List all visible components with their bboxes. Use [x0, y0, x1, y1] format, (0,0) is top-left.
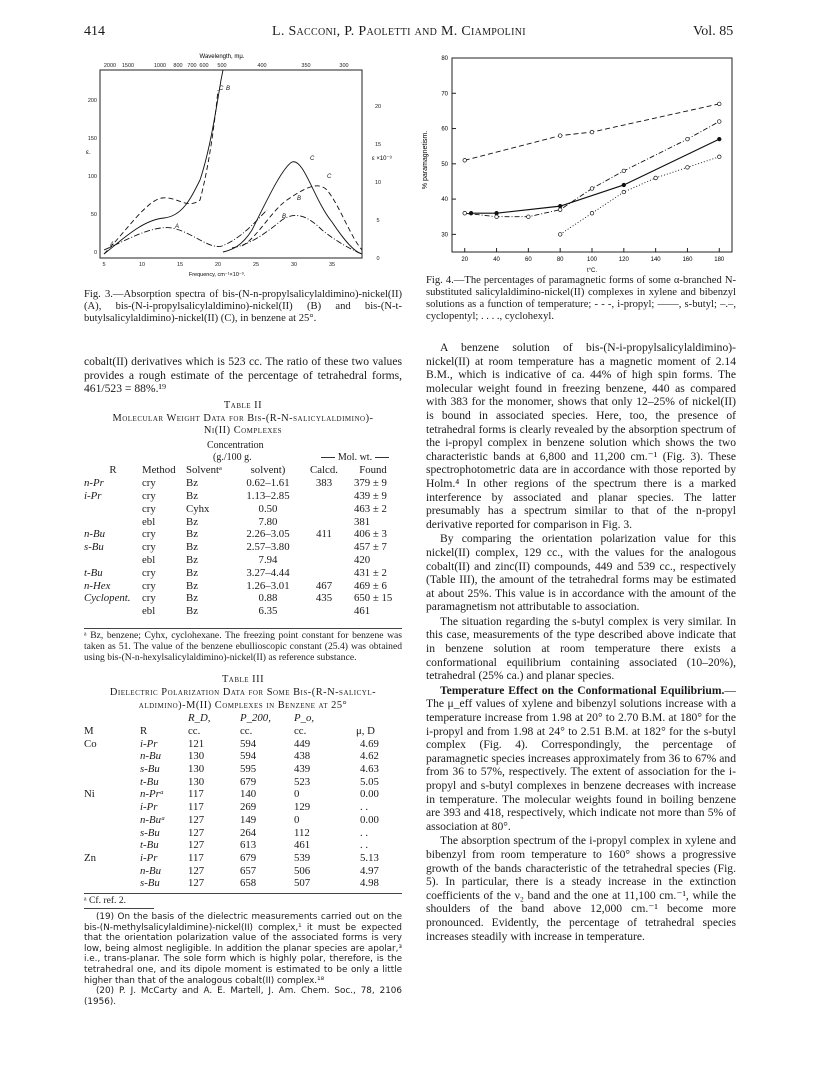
- table2-cell: 7.80: [258, 515, 278, 528]
- fig3-curve-b-right: [242, 186, 362, 250]
- table3-title-2: aldimino)-M(II) Complexes in Benzene at 25°: [138, 700, 348, 711]
- table3-row: [84, 814, 402, 827]
- table2-cell: n-Bu: [84, 528, 105, 541]
- table3-cell: 461: [294, 839, 311, 852]
- fig4-y-tick-label: 40: [441, 197, 448, 204]
- table2-cell: Bz: [186, 477, 198, 490]
- right-paragraph-4-body: —The μ_eff values of xylene and bibenzyl solutions increase with a temperature increase from 1.98 at 20° to 2.70 B.M. at 180° for the i-propyl and from 1.98 at 24° to 2.51 B.M. at 182° for the s-butyl complex (Fig. 4). Correspondingly, the percentage of paramagnetic species increases approximately from 36 to 67% and from 36 to 57%, respectively. The extent of association for the i-propyl and s-butyl complexes in benzene decreases with increase in temperature. The molecular weights found in boiling benzene are 393 and 418, respectively, which indicate not more than 5% of association at 80°.: [426, 683, 736, 833]
- table2-cell: 1.26–3.01: [246, 579, 290, 592]
- table3-cell: 121: [188, 737, 205, 750]
- table3-cell: Ni: [84, 788, 95, 801]
- table3-cell: 658: [240, 877, 257, 890]
- fig4-point-i-propyl: [558, 134, 562, 138]
- fig4-y-tick-label: 60: [441, 126, 448, 133]
- table3-cell: s-Bu: [140, 826, 160, 839]
- table3-cell: 127: [188, 826, 205, 839]
- table3-cell: 5.13: [360, 851, 379, 864]
- table3-cell: 149: [240, 813, 257, 826]
- table3-cell: 264: [240, 826, 257, 839]
- table3-row: [84, 839, 402, 852]
- table3-cell: 127: [188, 839, 205, 852]
- fig3-left-tick-label: 50: [90, 212, 97, 218]
- table2-cell: cry: [142, 579, 156, 592]
- table3-cell: 129: [294, 801, 311, 814]
- table2-cell: 2.26–3.05: [246, 528, 290, 541]
- table2-cell: Bz: [186, 515, 198, 528]
- table2-cell: Cyhx: [186, 502, 210, 515]
- table3-cell: n-Buᵃ: [140, 813, 166, 826]
- fig3-left-tick-label: 0: [93, 250, 97, 256]
- table2-cell: Bz: [186, 592, 198, 605]
- table2-cell: [304, 515, 344, 528]
- table3-cell: t-Bu: [140, 839, 159, 852]
- right-paragraph-2: By comparing the orientation polarization value for this nickel(II) complex, 129 cc., with the values for the analogous cobalt(II) and zinc(II) compounds, 449 and 539 cc., respectively (Table III), the amount of the tetrahedral forms may be estimated at about 25%. This value is in accordance with the amount of the paramagnetism not attributable to association.: [426, 532, 736, 614]
- fig4-y-tick-label: 50: [441, 161, 448, 168]
- table2-cell: [84, 515, 142, 528]
- fig3-absorption-spectra: [82, 50, 402, 288]
- table3-cell: 117: [188, 801, 204, 814]
- fig3-label-c2: C: [327, 174, 332, 180]
- fig4-point-cyclohexyl: [717, 155, 721, 159]
- fig4-y-tick-label: 70: [441, 91, 448, 98]
- table3-cell: t-Bu: [140, 775, 159, 788]
- table3-row: [84, 801, 402, 814]
- table3-footnote: ᵃ Cf. ref. 2.: [84, 893, 402, 906]
- fig4-x-tick-label: 100: [586, 257, 598, 263]
- table3-cell: 439: [294, 763, 311, 776]
- table3-row: [84, 864, 402, 877]
- fig3-left-tick-label: 200: [87, 98, 97, 104]
- footnote-rule: [84, 908, 154, 909]
- table2-cell: ebl: [142, 515, 156, 528]
- table2-cell: n-Pr: [84, 477, 104, 490]
- table3-cell: 112: [294, 826, 310, 839]
- right-paragraph-1: A benzene solution of bis-(N-i-propylsalicylaldimino)-nickel(II) at room temperature has a magnetic moment of 2.14 B.M., which is indicative of ca. 44% of high spin forms. The molecular weight found in freezing benzene, 440 as compared with 383 for the monomer, shows that only 12–25% of nickel(II) is bound in associated species. Here, too, the presence of tetrahedral forms is clearly revealed by the absorption spectrum of the i-propyl complex in benzene solution which shows the two characteristic bands at 6,800 and 11,200 cm.⁻¹ (Fig. 3). These spectrophotometric data are in accordance with those reported by Holm.⁴ In other regions of the spectrum there is a marked interference by associated and planar species. The latter presumably has a spectrum similar to that of the n-propyl derivative reported for comparison in Fig. 3.: [426, 341, 736, 531]
- table3-cell: 449: [294, 737, 311, 750]
- table3-cell: 0.00: [360, 813, 379, 826]
- left-paragraph: [84, 355, 402, 397]
- table3-cell: 130: [188, 763, 205, 776]
- table2-label: Table II: [223, 400, 263, 411]
- fig3-bottom-tick-label: 5: [102, 262, 106, 268]
- fig4-point-i-propyl: [463, 158, 467, 162]
- fig4-plot-frame: [452, 58, 732, 252]
- table3-row: [84, 737, 402, 750]
- table2-title-1: Molecular Weight Data for Bis-(R-N-salicylaldimino)-: [112, 413, 374, 424]
- fig4-point-cyclopentyl: [717, 120, 721, 124]
- table2-cell: 0.62–1.61: [246, 477, 290, 490]
- table3-cell: 679: [240, 851, 257, 864]
- table3-cell: 506: [294, 864, 311, 877]
- table3-cell: s-Bu: [140, 763, 160, 776]
- fig3-label-a: A: [175, 224, 180, 230]
- table3-cell: 507: [294, 877, 311, 890]
- right-paragraph-3: The situation regarding the s-butyl complex is very similar. In this case, measurements of the type described above indicate that in benzene solution at room temperature there exists a conformational equilibrium containing associated (10–20%), tetrahedral (25% ca.) and planar species.: [426, 614, 736, 683]
- fig3-right-tick-label: 0: [376, 256, 380, 262]
- table3-cell: [84, 763, 124, 776]
- fig4-point-cyclohexyl: [590, 211, 594, 215]
- table3-cell: 523: [294, 775, 311, 788]
- fig4-y-tick-label: 80: [441, 56, 448, 62]
- table2-cell: cry: [142, 592, 156, 605]
- fig4-x-tick-label: 60: [525, 257, 532, 263]
- table3-cell: n-Bu: [140, 864, 161, 877]
- table2-row: [84, 605, 402, 618]
- table3-row: [84, 788, 402, 801]
- table2-cell: 3.27–4.44: [246, 566, 290, 579]
- fig3-bottom-tick-label: 20: [214, 262, 222, 268]
- table3-cell: [84, 864, 124, 877]
- table3-cell: [84, 877, 124, 890]
- right-column-text: [426, 341, 736, 944]
- table2: [84, 464, 402, 618]
- fig3-plot-frame: [100, 70, 362, 258]
- fig3-bottom-tick-label: 10: [138, 262, 146, 268]
- fig4-point-i-propyl: [590, 130, 594, 134]
- table3-cell: 539: [294, 851, 311, 864]
- table2-cell: 0.88: [258, 592, 278, 605]
- table2-molwt-header: Mol. wt.: [310, 452, 400, 463]
- table2-cell: 650 ± 15: [354, 592, 393, 605]
- table2-cell: 6.35: [258, 605, 278, 618]
- table3-cell: 0: [294, 813, 300, 826]
- fig4-ylabel: % paramagnetism.: [422, 130, 429, 190]
- table2-cell: 411: [316, 528, 332, 541]
- table3-cell: 4.98: [360, 877, 379, 890]
- table2-cell: 463 ± 2: [354, 502, 387, 515]
- fig4-series-s-butyl: [471, 139, 719, 213]
- fig3-top-tick-label: 400: [257, 63, 267, 69]
- table2-cell: [304, 554, 344, 567]
- table3-cell: 127: [188, 877, 205, 890]
- table2-cell: Cyclopent.: [84, 592, 131, 605]
- table2-cell: t-Bu: [84, 566, 103, 579]
- fig3-curve-b-dashed: [104, 90, 218, 254]
- section-heading: Temperature Effect on the Conformational Equilibrium.: [440, 683, 725, 697]
- table3-cell: 4.62: [360, 750, 379, 763]
- fig4-x-tick-label: 120: [618, 257, 629, 263]
- fig3-right-tick-label: 5: [376, 218, 380, 224]
- fig4-point-cyclopentyl: [622, 169, 626, 173]
- fig4-caption: Fig. 4.—The percentages of paramagnetic forms of some α-branched N-substituted salicylaldimino-nickel(II) complexes in xylene and bibenzyl solutions as a function of temperature; - - -, i-propyl; ——, s-butyl; –.–, cyclopentyl; . . . ., cyclohexyl.: [426, 275, 736, 322]
- footnotes: [84, 912, 402, 1007]
- table3-cell: 0.00: [360, 788, 379, 801]
- table2-cell: Bz: [186, 541, 198, 554]
- table3-cell: 594: [240, 750, 257, 763]
- table2-cell: cry: [142, 528, 156, 541]
- table2-cell: [304, 605, 344, 618]
- table2-cell: 435: [315, 592, 333, 605]
- fig4-point-cyclopentyl: [527, 215, 531, 219]
- table2-cell: Bz: [186, 489, 198, 502]
- fig4-point-cyclohexyl: [686, 166, 690, 170]
- table2-cell: 467: [315, 579, 333, 592]
- table3-cell: 117: [188, 851, 204, 864]
- table3-cell: n-Prᵃ: [140, 788, 165, 801]
- fig4-x-tick-label: 40: [493, 257, 500, 263]
- fig3-top-tick-label: 300: [339, 63, 349, 69]
- table3-title-1: Dielectric Polarization Data for Some Bis-(R-N-salicyl-: [109, 687, 377, 698]
- fig3-right-tick-label: 15: [374, 142, 382, 148]
- table3-cell: 613: [240, 839, 257, 852]
- table3-cell: 130: [188, 750, 205, 763]
- fig3-bottom-tick-label: 30: [290, 262, 298, 268]
- running-authors: L. Sacconi, P. Paoletti and M. Ciampolini: [272, 24, 526, 39]
- table2-cell: cry: [142, 477, 156, 490]
- table3-cell: 117: [188, 788, 204, 801]
- table2-cell: 431 ± 2: [354, 566, 387, 579]
- table2-row: [84, 477, 402, 490]
- table2-cell: [84, 502, 142, 515]
- fig4-point-s-butyl: [622, 183, 626, 187]
- fig3-left-tick-label: 150: [87, 136, 97, 142]
- fig4-point-cyclopentyl: [686, 137, 690, 141]
- table2-cell: 2.57–3.80: [246, 541, 290, 554]
- fig4-point-s-butyl: [558, 204, 562, 208]
- footnote-19: (19) On the basis of the dielectric measurements carried out on the bis-(N-methylsalicylaldimine)-nickel(II) complex,¹ it must be expected that the orientation polarization value of the associated forms is very low, being almost negligible. In addition the planar species are apolar,³ i.e., trans-planar. The sole form which is highly polar, therefore, is the tetrahedral one, and its dipole moment is estimated to be only a little higher than that of the analogous cobalt(II) complex.¹⁸: [84, 912, 402, 986]
- fig3-caption: Fig. 3.—Absorption spectra of bis-(N-n-propylsalicylaldimino)-nickel(II) (A), bis-(N-i-propylsalicylaldimino)-nickel(II) (B) and bis-(N-t-butylsalicylaldimino)-nickel(II) (C), in benzene at 25°.: [84, 289, 402, 324]
- table2-cell: Bz: [186, 605, 198, 618]
- table3-header-top-row: R_D, P_200, P_o,: [188, 712, 315, 725]
- fig4-x-tick-label: 20: [461, 257, 469, 263]
- table3-cell: . .: [360, 801, 369, 814]
- table3-cell: . .: [360, 839, 369, 852]
- table2-cell: Bz: [186, 528, 198, 541]
- table2-cell: Bz: [186, 566, 198, 579]
- fig4-x-tick-label: 140: [650, 257, 661, 263]
- table2-cell: 383: [315, 477, 333, 490]
- fig4-paramagnetism-chart: [418, 50, 738, 275]
- fig3-bottom-tick-label: 35: [328, 262, 336, 268]
- table3-cell: 130: [188, 775, 205, 788]
- table2-cell: Bz: [186, 553, 198, 566]
- fig3-label-c: C: [219, 86, 224, 92]
- fig3-top-tick-label: 2000: [103, 63, 117, 69]
- table3-cell: 269: [240, 801, 257, 814]
- fig4-xlabel: t°C.: [586, 268, 598, 274]
- fig3-top-tick-label: 350: [301, 63, 311, 69]
- fig3-top-tick-label: 600: [199, 63, 209, 69]
- table2-cell: cry: [142, 489, 156, 502]
- table2-header-row: R Method Solventᵃ solvent) Calcd. Found: [109, 464, 387, 477]
- table2-row: [84, 554, 402, 567]
- table3-label: Table III: [221, 674, 265, 685]
- table2-cell: [84, 605, 142, 618]
- table2-row: [84, 579, 402, 592]
- fig4-point-cyclopentyl: [463, 211, 467, 215]
- table2-cell: 379 ± 9: [354, 477, 387, 490]
- fig4-point-cyclopentyl: [590, 187, 594, 191]
- table2-cell: i-Pr: [84, 489, 102, 502]
- table2-cell: s-Bu: [84, 541, 104, 554]
- table3-row: [84, 763, 402, 776]
- table2-cell: [304, 502, 344, 515]
- table3-cell: 4.69: [360, 737, 379, 750]
- table3-cell: 438: [294, 750, 311, 763]
- fig4-y-tick-label: 30: [441, 232, 448, 239]
- table3-cell: [84, 814, 124, 827]
- fig3-curve-a-right: [232, 215, 362, 254]
- table2-cell: 381: [354, 515, 371, 528]
- table2-cell: 0.50: [258, 502, 278, 515]
- table3-cell: . .: [360, 826, 369, 839]
- fig4-x-tick-label: 180: [714, 257, 725, 263]
- table2-row: [84, 566, 402, 579]
- table3-cell: 127: [188, 813, 205, 826]
- fig4-x-tick-label: 80: [556, 257, 564, 263]
- table3-row: [84, 877, 402, 890]
- table3-cell: n-Bu: [140, 750, 161, 763]
- table2-cell: [304, 566, 344, 579]
- table2-cell: cry: [142, 566, 156, 579]
- table3-cell: 127: [188, 864, 205, 877]
- table2-cell: 461: [354, 605, 371, 618]
- table3-cell: Zn: [84, 851, 96, 864]
- right-paragraph-5: The absorption spectrum of the i-propyl complex in xylene and bibenzyl from room temperature to 160° shows a progressive growth of the bands characteristic of the tetrahedral species (Fig. 5). In particular, there is a steady increase in the extinction coefficients of the ν₂ band and the one at 11,100 cm.⁻¹, while the shoulders of the band above 12,000 cm.⁻¹ become more pronounced. Evidently, the percentage of tetrahedral species increases steadily with increase in temperature.: [426, 834, 736, 943]
- fig4-point-s-butyl: [495, 211, 499, 215]
- table3-row: [84, 775, 402, 788]
- fig3-curve-c-solid: [104, 70, 223, 254]
- fig3-left-axis-symbol: ε.: [86, 149, 91, 156]
- table3-cell: 594: [240, 737, 257, 750]
- table2-row: [84, 592, 402, 605]
- fig4-point-cyclohexyl: [654, 176, 658, 180]
- table3-row: [84, 826, 402, 839]
- fig3-label-a2: A: [110, 242, 115, 248]
- fig4-point-i-propyl: [717, 102, 721, 106]
- fig3-bottom-tick-label: 25: [252, 262, 260, 268]
- fig4-point-cyclohexyl: [622, 190, 626, 194]
- table3-cell: 595: [240, 763, 257, 776]
- fig4-series-cyclohexyl: [560, 157, 719, 235]
- table2-cell: [304, 490, 344, 503]
- fig3-label-b3: B: [297, 196, 302, 202]
- page-number: 414: [84, 24, 105, 39]
- fig3-top-tick-label: 1000: [153, 63, 167, 69]
- fig4-point-cyclopentyl: [495, 215, 499, 219]
- table2-row: [84, 490, 402, 503]
- table3-cell: 140: [240, 788, 257, 801]
- table3-cell: 679: [240, 775, 257, 788]
- table2-row: [84, 541, 402, 554]
- table2-cell: ebl: [142, 605, 156, 618]
- fig4-point-cyclopentyl: [558, 208, 562, 212]
- fig3-top-tick-label: 1500: [121, 63, 135, 69]
- table3-cell: [84, 801, 124, 814]
- table2-row: [84, 528, 402, 541]
- table3-cell: i-Pr: [140, 801, 158, 814]
- table2-cell: cry: [142, 502, 156, 515]
- table2-cell: Bz: [186, 579, 198, 592]
- fig3-right-tick-label: 10: [374, 180, 382, 186]
- fig3-curve-a-dashdot: [104, 210, 267, 250]
- table2-cell: [84, 554, 142, 567]
- table3-cell: 4.63: [360, 763, 379, 776]
- table3-cell: s-Bu: [140, 877, 160, 890]
- table3-cell: Co: [84, 737, 97, 750]
- fig3-top-axis-label: Wavelength, mμ.: [199, 54, 245, 60]
- table3-cell: i-Pr: [140, 737, 158, 750]
- table2-cell: ebl: [142, 553, 156, 566]
- table2-cell: 457 ± 7: [354, 541, 387, 554]
- table3-cell: 4.97: [360, 864, 379, 877]
- fig4-point-s-butyl: [717, 137, 721, 141]
- fig3-label-b2: B: [282, 214, 287, 220]
- fig3-top-tick-label: 700: [187, 63, 197, 69]
- table3-cell: i-Pr: [140, 851, 158, 864]
- table2-cell: [304, 541, 344, 554]
- fig3-bottom-tick-label: 15: [176, 262, 184, 268]
- table3-cell: [84, 750, 124, 763]
- table2-footnote: ᵃ Bz, benzene; Cyhx, cyclohexane. The freezing point constant for benzene was taken as 51. The value of the benzene ebullioscopic constant (25.4) was obtained using bis-(N-n-hexylsalicylaldimino)-nickel(II) as reference substance.: [84, 630, 402, 664]
- table2-cell: 469 ± 6: [354, 579, 387, 592]
- table2-row: [84, 502, 402, 515]
- table2-cell: n-Hex: [84, 579, 111, 592]
- table2-conc-header: Concentration: [207, 440, 264, 451]
- fig3-top-tick-label: 800: [173, 63, 183, 69]
- fig3-label-b: B: [226, 86, 231, 92]
- fig3-right-tick-label: 20: [374, 104, 382, 110]
- left-paragraph-1: cobalt(II) derivatives which is 523 cc. The ratio of these two values provides a rough estimate of the percentage of tetrahedral forms, 461/523 = 88%.¹⁹: [84, 355, 402, 396]
- fig3-label-c3: C: [310, 156, 315, 162]
- table2-cell: 439 ± 9: [354, 489, 387, 502]
- table2-cell: cry: [142, 541, 156, 554]
- fig4-x-tick-label: 160: [682, 257, 693, 263]
- table3-cell: 5.05: [360, 775, 379, 788]
- table3-cell: [84, 839, 124, 852]
- table3-row: [84, 750, 402, 763]
- table3-row: [84, 852, 402, 865]
- footnote-20: (20) P. J. McCarty and A. E. Martell, J. Am. Chem. Soc., 78, 2106 (1956).: [84, 986, 402, 1007]
- fig3-left-tick-label: 100: [87, 174, 97, 180]
- fig3-top-tick-label: 500: [217, 63, 227, 69]
- fig3-curve-c-right: [223, 162, 362, 254]
- table2-cell: 406 ± 3: [354, 528, 387, 541]
- fig4-point-cyclohexyl: [558, 233, 562, 237]
- table3: [84, 712, 402, 890]
- table3-cell: 657: [240, 864, 257, 877]
- table2-title-2: Ni(II) Complexes: [203, 425, 283, 436]
- table2-cell: 1.13–2.85: [246, 489, 290, 502]
- right-paragraph-4: [426, 684, 736, 834]
- table3-cell: [84, 775, 124, 788]
- table2-cell: 420: [354, 553, 371, 566]
- volume-label: Vol. 85: [693, 24, 734, 39]
- table3-header-row: M R cc. cc. cc. μ, D: [84, 725, 375, 738]
- table2-conc-unit: (g./100 g.: [213, 452, 252, 463]
- table2-cell: 7.94: [258, 553, 278, 566]
- table2-row: [84, 515, 402, 528]
- table3-cell: 0: [294, 788, 300, 801]
- fig3-bottom-axis-label: Frequency, cm⁻¹×10⁻³.: [188, 272, 246, 278]
- table3-cell: [84, 826, 124, 839]
- fig3-right-axis-symbol: ε ×10⁻³: [372, 156, 392, 162]
